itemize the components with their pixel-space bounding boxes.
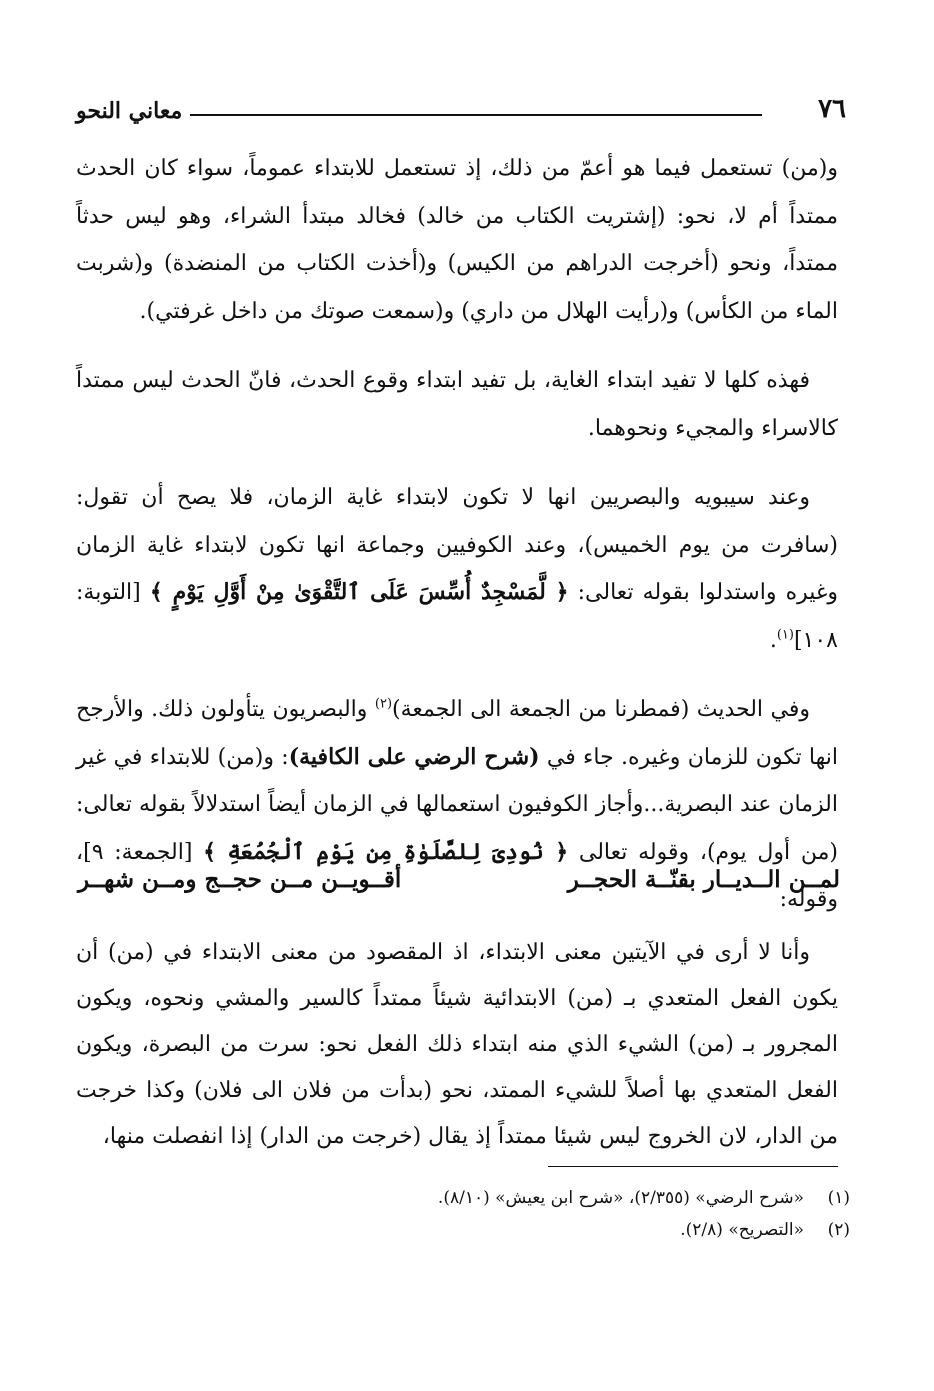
footnote-text: «شرح الرضي» (٢/٣٥٥)، «شرح ابن يعيش» (٨/١٠). bbox=[437, 1188, 804, 1208]
paragraph-2 bbox=[76, 357, 838, 452]
poetry-verse bbox=[78, 866, 840, 910]
paragraph-3 bbox=[76, 474, 838, 664]
main-text bbox=[76, 145, 838, 946]
book-title: (شرح الرضي على الكافية) bbox=[288, 743, 540, 770]
running-title: معاني النحو bbox=[76, 98, 183, 124]
footnote-1 bbox=[90, 1182, 850, 1214]
footnote-ref: (٢) bbox=[374, 696, 393, 712]
paragraph-text: . bbox=[769, 627, 777, 653]
quran-verse: ﴿ لَّمَسْجِدٌ أُسِّسَ عَلَى ٱلتَّقْوَىٰ مِنْ أَوَّلِ يَوْمٍ ﴾ bbox=[149, 579, 569, 605]
paragraph-1 bbox=[76, 145, 838, 335]
header-rule bbox=[190, 114, 762, 116]
footnote-text: «التصريح» (٢/٨). bbox=[680, 1220, 804, 1240]
verse-hemistich-first: لمــن الــديــار بقنّــة الحجــر bbox=[567, 866, 840, 893]
paragraph-5: وأنا لا أرى في الآيتين معنى الابتداء، اذ المقصود من معنى الابتداء في (من) أن يكون الفعل المتعدي بـ (من) الابتدائية شيئاً ممتداً كالسير والمشي ونحوه، ويكون المجرور بـ (من) الشيء الذي منه ابتداء ذلك الفعل نحو: سرت من البصرة، ويكون الفعل المتعدي بها أصلاً للشيء الممتد، نحو (بدأت من فلان الى فلان) وكذا خرجت من الدار، لان الخروج ليس شيئا ممتداً إذ يقال (خرجت من الدار) إذا انفصلت منها، bbox=[76, 940, 838, 1149]
verse-hemistich-second: أقــويــن مــن حجــج ومــن شهــر bbox=[78, 866, 402, 893]
footnote-number: (١) bbox=[827, 1188, 850, 1208]
paragraph-text: : و(من) للابتداء في غير الزمان عند البصرية...وأجاز الكوفيون استعمالها في الزمان أيضاً استدلالاً بقوله تعالى: (من أول يوم)، وقوله تعالى bbox=[76, 744, 838, 865]
footnote-rule bbox=[548, 1166, 838, 1167]
paragraph-text: وعند سيبويه والبصريين انها لا تكون لابتداء غاية الزمان، فلا يصح أن تقول: (سافرت من يوم الخميس)، وعند الكوفيين وجماعة انها تكون لابتداء غاية الزمان وغيره واستدلوا بقوله تعالى: bbox=[76, 485, 839, 605]
page-number: ٧٦ bbox=[818, 94, 846, 124]
footnote-ref: (١) bbox=[776, 627, 794, 643]
paragraph-text: فهذه كلها لا تفيد ابتداء الغاية، بل تفيد ابتداء وقوع الحدث، فانّ الحدث ليس ممتداً كالاسراء والمجيء ونحوهما. bbox=[76, 368, 838, 441]
footnotes bbox=[90, 1182, 850, 1246]
footnote-2 bbox=[90, 1214, 850, 1246]
paragraph-text: وفي الحديث (فمطرنا من الجمعة الى الجمعة) bbox=[392, 697, 810, 722]
verse-citation: [التوبة: ١٠٨] bbox=[76, 580, 838, 653]
paragraph-text: و(من) تستعمل فيما هو أعمّ من ذلك، إذ تستعمل للابتداء عموماً، سواء كان الحدث ممتداً أم لا، نحو: (إشتريت الكتاب من خالد) فخالد مبتدأ الشراء، وهو ليس حدثاً ممتداً، ونحو (أخرجت الدراهم من الكيس) و(أخذت الكتاب من المنضدة) و(شربت الماء من الكأس) و(رأيت الهلال من داري) و(سمعت صوتك من داخل غرفتي). bbox=[76, 156, 839, 324]
page-header bbox=[70, 88, 854, 138]
verse-citation: [الجمعة: ٩]، وقوله: bbox=[76, 839, 838, 912]
footnote-number: (٢) bbox=[827, 1220, 850, 1240]
paragraph-text: والبصريون يتأولون ذلك. والأرجح انها تكون للزمان وغيره. جاء في bbox=[76, 697, 838, 770]
quran-verse: ﴿ نُودِىَ لِلصَّلَوٰةِ مِن يَوْمِ ٱلْجُمُعَةِ ﴾ bbox=[203, 838, 569, 865]
